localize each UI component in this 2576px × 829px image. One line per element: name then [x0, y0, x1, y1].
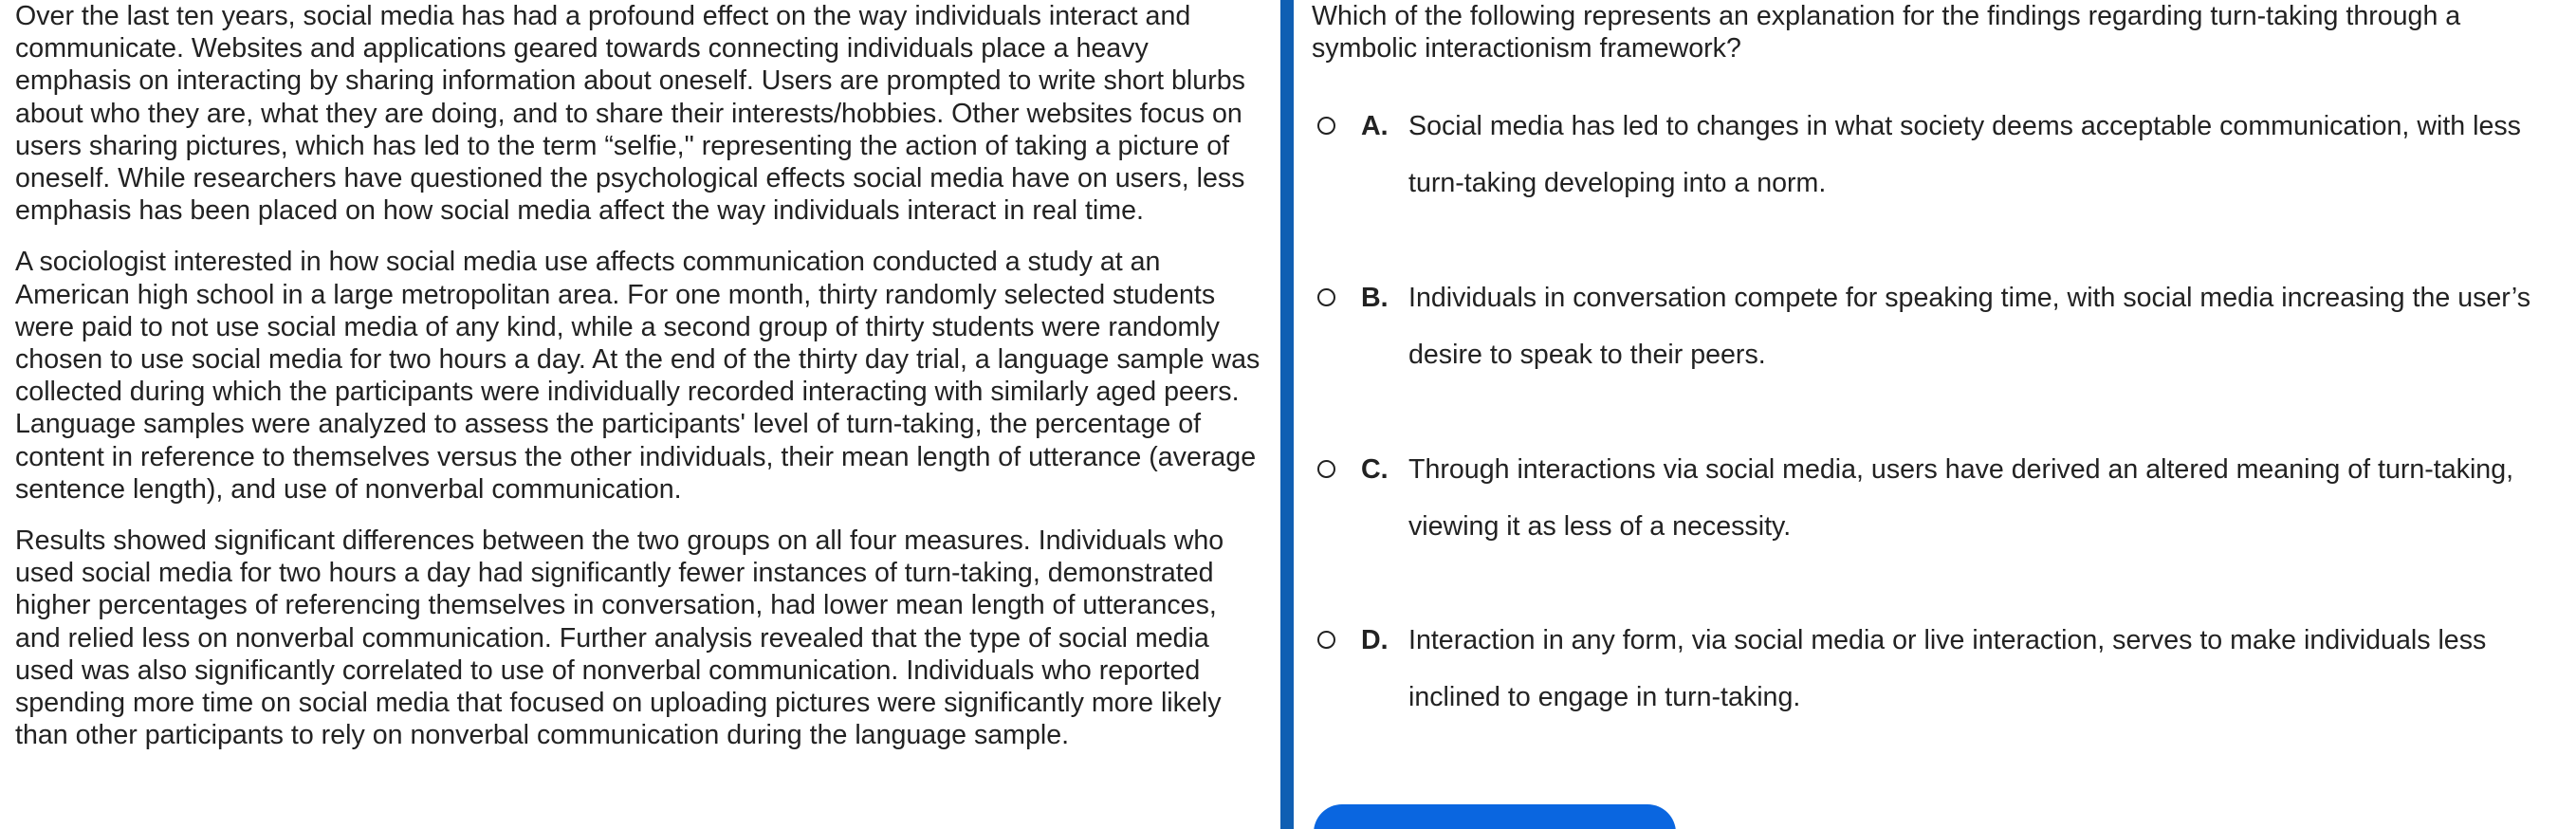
- radio-button-a[interactable]: [1317, 117, 1335, 135]
- panel-divider[interactable]: [1280, 0, 1294, 829]
- question-stem: Which of the following represents an explanation for the findings regarding turn-taking through a symbolic interactionism framework?: [1312, 1, 2461, 64]
- choice-letter-a: A.: [1361, 111, 1389, 141]
- radio-button-d[interactable]: [1317, 631, 1335, 649]
- choice-text-b: Individuals in conversation compete for speaking time, with social media increasing the user’s desire to speak to their peers.: [1408, 283, 2531, 370]
- passage-paragraph-1: Over the last ten years, social media has had a profound effect on the way individuals interact and communicate. Websites and applications geared towards connecting individuals place a heavy emphasis on interacting by sharing information about oneself. Users are prompted to write short blurbs about who they are, what they are doing, and to share their interests/hobbies. Other websites focus on users sharing pictures, which has led to the term “selfie," representing the action of taking a picture of oneself. While researchers have questioned the psychological effects social media have on users, less emphasis has been placed on how social media affect the way individuals interact in real time.: [15, 1, 1245, 227]
- choice-letter-d: D.: [1361, 625, 1389, 655]
- choice-letter-c: C.: [1361, 454, 1389, 485]
- radio-button-c[interactable]: [1317, 460, 1335, 478]
- passage-paragraph-3: Results showed significant differences between the two groups on all four measures. Individuals who used social media for two hours a day had significantly fewer instances of turn-taking, demonstrated higher percentages of referencing themselves in conversation, had lower mean length of utterances, and relied less on nonverbal communication. Further analysis revealed that the type of social media used was also significantly correlated to use of nonverbal communication. Individuals who reported spending more time on social media that focused on uploading pictures were significantly more likely than other participants to rely on nonverbal communication during the language sample.: [15, 525, 1224, 751]
- choice-text-a: Social media has led to changes in what society deems acceptable communication, with less turn-taking developing into a norm.: [1408, 111, 2521, 198]
- choice-b[interactable]: [1312, 172, 2576, 370]
- passage-paragraph-2: A sociologist interested in how social media use affects communication conducted a study at an American high school in a large metropolitan area. For one month, thirty randomly selected students were paid to not use social media of any kind, while a second group of thirty students were randomly chosen to use social media for two hours a day. At the end of the thirty day trial, a language sample was collected during which the participants were individually recorded interacting with similarly aged peers. Language samples were analyzed to assess the participants' level of turn-taking, the percentage of content in reference to themselves versus the other individuals, their mean length of utterance (average sentence length), and use of nonverbal communication.: [15, 247, 1260, 505]
- choice-c[interactable]: [1312, 343, 2576, 542]
- choice-d[interactable]: [1312, 514, 2576, 712]
- choice-text-c: Through interactions via social media, users have derived an altered meaning of turn-taking, viewing it as less of a necessity.: [1408, 454, 2514, 542]
- radio-button-b[interactable]: [1317, 288, 1335, 306]
- reading-passage: [15, 0, 1267, 770]
- choice-letter-b: B.: [1361, 283, 1389, 313]
- choice-text-d: Interaction in any form, via social media or live interaction, serves to make individuals less inclined to engage in turn-taking.: [1408, 625, 2487, 712]
- submit-button[interactable]: [1314, 804, 1676, 829]
- choice-a[interactable]: [1312, 0, 2576, 198]
- question-panel: [1312, 0, 2564, 712]
